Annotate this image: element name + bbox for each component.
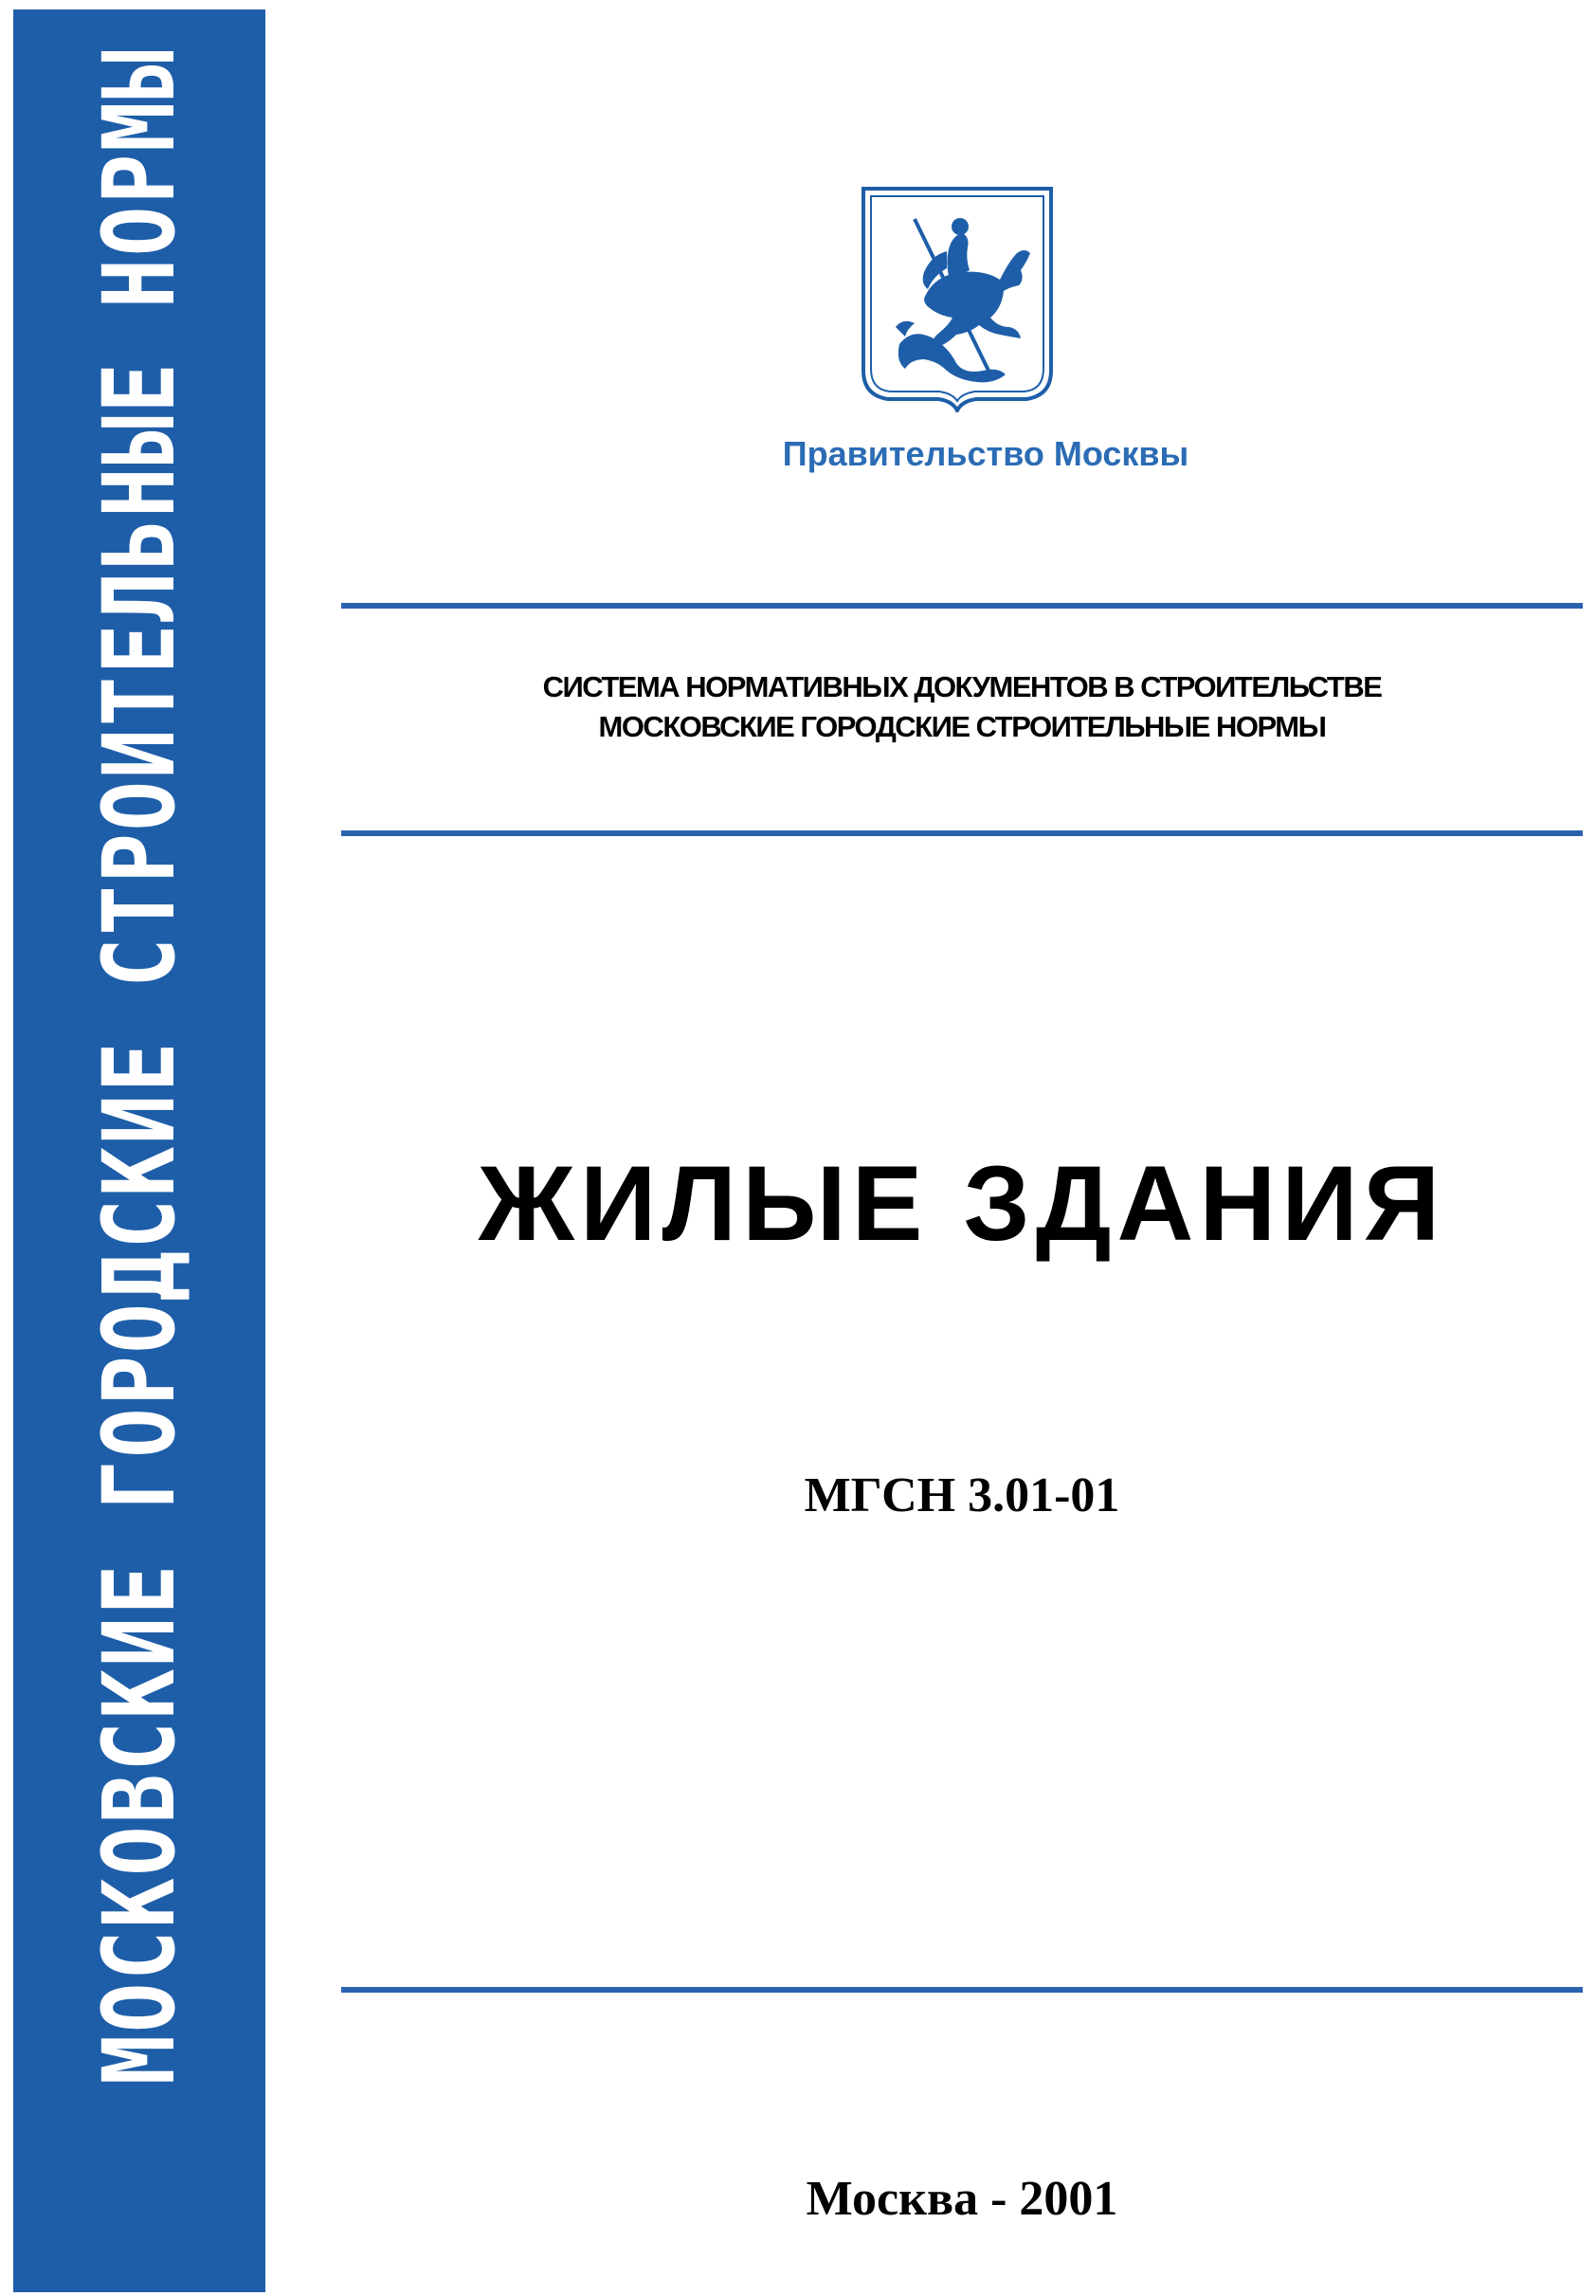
spine-title bbox=[54, 23, 225, 2279]
imprint: Москва - 2001 bbox=[806, 2172, 1118, 2226]
system-heading bbox=[341, 667, 1583, 747]
divider-middle bbox=[341, 830, 1583, 836]
document-title: ЖИЛЫЕ ЗДАНИЯ bbox=[478, 1144, 1446, 1263]
spine-title-text: МОСКОВСКИЕ ГОРОДСКИЕ СТРОИТЕЛЬНЫЕ НОРМЫ bbox=[82, 46, 197, 2086]
spine-band bbox=[13, 9, 265, 2292]
moscow-coat-of-arms-icon bbox=[858, 185, 1057, 412]
government-name: Правительство Москвы bbox=[782, 434, 1189, 473]
divider-top bbox=[341, 603, 1583, 609]
divider-bottom bbox=[341, 1987, 1583, 1993]
system-line-2: МОСКОВСКИЕ ГОРОДСКИЕ СТРОИТЕЛЬНЫЕ НОРМЫ bbox=[598, 710, 1326, 743]
document-code: МГСН 3.01-01 bbox=[804, 1468, 1120, 1522]
system-line-1: СИСТЕМА НОРМАТИВНЫХ ДОКУМЕНТОВ В СТРОИТЕЛЬСТВЕ bbox=[542, 670, 1382, 703]
